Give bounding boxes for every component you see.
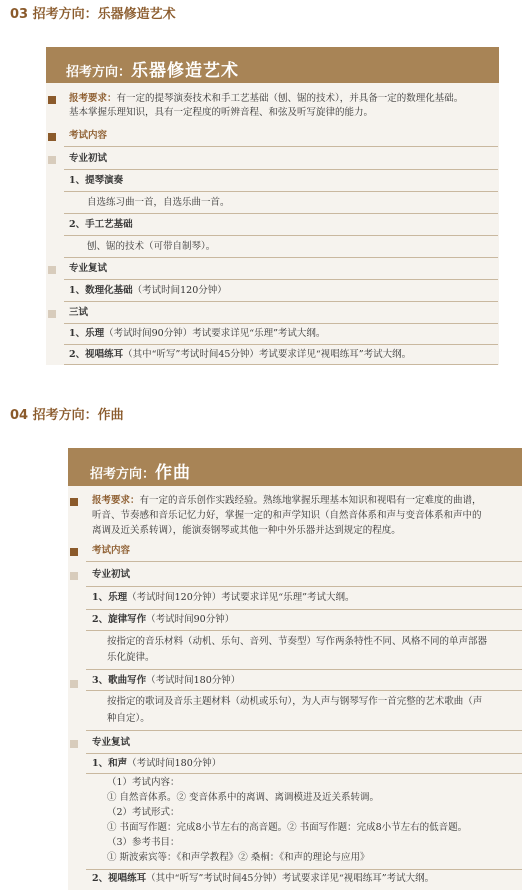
item-line: 1、和声（考试时间180分钟） (92, 758, 222, 769)
section-heading-instrument: 03 招考方向：乐器修造艺术 (10, 7, 176, 22)
divider (86, 869, 522, 870)
divider (64, 191, 498, 192)
banner-prefix: 招考方向： (90, 467, 156, 482)
divider (64, 301, 498, 302)
divider (64, 146, 498, 147)
banner-title: 乐器修造艺术 (131, 61, 240, 81)
bullet-square-icon (70, 498, 78, 506)
round-label: 专业初试 (69, 153, 108, 164)
banner-title: 作曲 (155, 463, 192, 483)
bullet-square-icon (70, 572, 78, 580)
requirement-line: 离调及近关系转调），能演奏钢琴或其他一种中外乐器并达到规定的程度。 (92, 525, 401, 536)
banner-prefix: 招考方向： (66, 65, 132, 80)
divider (86, 690, 522, 691)
divider (86, 730, 522, 731)
divider (64, 323, 498, 324)
divider (64, 364, 498, 365)
bullet-square-icon (48, 310, 56, 318)
divider (64, 169, 498, 170)
item-line: 1、乐理（考试时间90分钟）考试要求详见“乐理”考试大纲。 (69, 328, 326, 339)
round-label: 专业复试 (92, 737, 131, 748)
harmony-detail: （3）参考书目： (107, 837, 180, 848)
divider (64, 257, 498, 258)
bullet-square-icon (48, 156, 56, 164)
divider (64, 213, 498, 214)
item-desc: 按指定的歌词及音乐主题材料（动机或乐句），为人声与钢琴写作一首完整的艺术歌曲（声 (107, 696, 483, 707)
section-heading-composition: 04 招考方向：作曲 (10, 408, 124, 423)
divider (86, 609, 522, 610)
bullet-square-icon (70, 680, 78, 688)
divider (86, 561, 522, 562)
exam-content-label: 考试内容 (92, 545, 131, 556)
requirement-line: 听音、节奏感和音乐记忆力好，掌握一定的和声学知识（自然音体系和声与变音体系和声中的 (92, 510, 482, 521)
harmony-detail: （1）考试内容： (107, 777, 180, 788)
item-line: 2、旋律写作（考试时间90分钟） (92, 614, 235, 625)
requirement-line: 基本掌握乐理知识，具有一定程度的听辨音程、和弦及听写旋律的能力。 (69, 107, 374, 118)
bullet-square-icon (48, 96, 56, 104)
requirement-line: 报考要求：有一定的音乐创作实践经验。熟练地掌握乐理基本知识和视唱有一定难度的曲谱， (92, 495, 482, 506)
requirement-line: 报考要求：有一定的提琴演奏技术和手工艺基础（刨、锯的技术），并具备一定的数理化基础。 (69, 93, 464, 104)
item-line: 2、视唱练耳（其中“听写”考试时间45分钟）考试要求详见“视唱练耳”考试大纲。 (69, 349, 412, 360)
harmony-detail: （2）考试形式： (107, 807, 180, 818)
item-line: 2、视唱练耳（其中“听写”考试时间45分钟）考试要求详见“视唱练耳”考试大纲。 (92, 873, 435, 884)
item-desc: 自选练习曲一首，自选乐曲一首。 (87, 197, 230, 208)
item-line: 3、歌曲写作（考试时间180分钟） (92, 675, 241, 686)
divider (86, 753, 522, 754)
round-label: 专业复试 (69, 263, 108, 274)
divider (86, 630, 522, 631)
item-line: 1、乐理（考试时间120分钟）考试要求详见“乐理”考试大纲。 (92, 592, 355, 603)
divider (64, 235, 498, 236)
bullet-square-icon (48, 266, 56, 274)
round-label: 三试 (69, 307, 89, 318)
harmony-detail: ① 自然音体系。② 变音体系中的离调、离调模进及近关系转调。 (107, 792, 380, 803)
item-desc: 刨、锯的技术（可带自制琴）。 (87, 241, 216, 252)
divider (86, 669, 522, 670)
item-title: 2、手工艺基础 (69, 219, 133, 230)
exam-content-label: 考试内容 (69, 130, 108, 141)
banner-instrument (46, 47, 499, 83)
bullet-square-icon (48, 133, 56, 141)
divider (64, 279, 498, 280)
round-label: 专业初试 (92, 569, 131, 580)
item-desc: 乐化旋律。 (107, 652, 155, 663)
bullet-square-icon (70, 548, 78, 556)
item-desc: 种自定）。 (107, 713, 150, 724)
bullet-square-icon (70, 740, 78, 748)
item-desc: 按指定的音乐材料（动机、乐句、音列、节奏型）写作两条特性不同、风格不同的单声部器 (107, 636, 488, 647)
divider (86, 586, 522, 587)
item-line: 1、数理化基础（考试时间120分钟） (69, 285, 227, 296)
divider (86, 773, 522, 774)
banner-composition (68, 448, 522, 486)
harmony-detail: ① 斯波索宾等：《和声学教程》② 桑桐：《和声的理论与应用》 (107, 852, 370, 863)
item-title: 1、提琴演奏 (69, 175, 124, 186)
harmony-detail: ① 书面写作题：完成8小节左右的高音题。② 书面写作题：完成8小节左右的低音题。 (107, 822, 468, 833)
divider (64, 344, 498, 345)
